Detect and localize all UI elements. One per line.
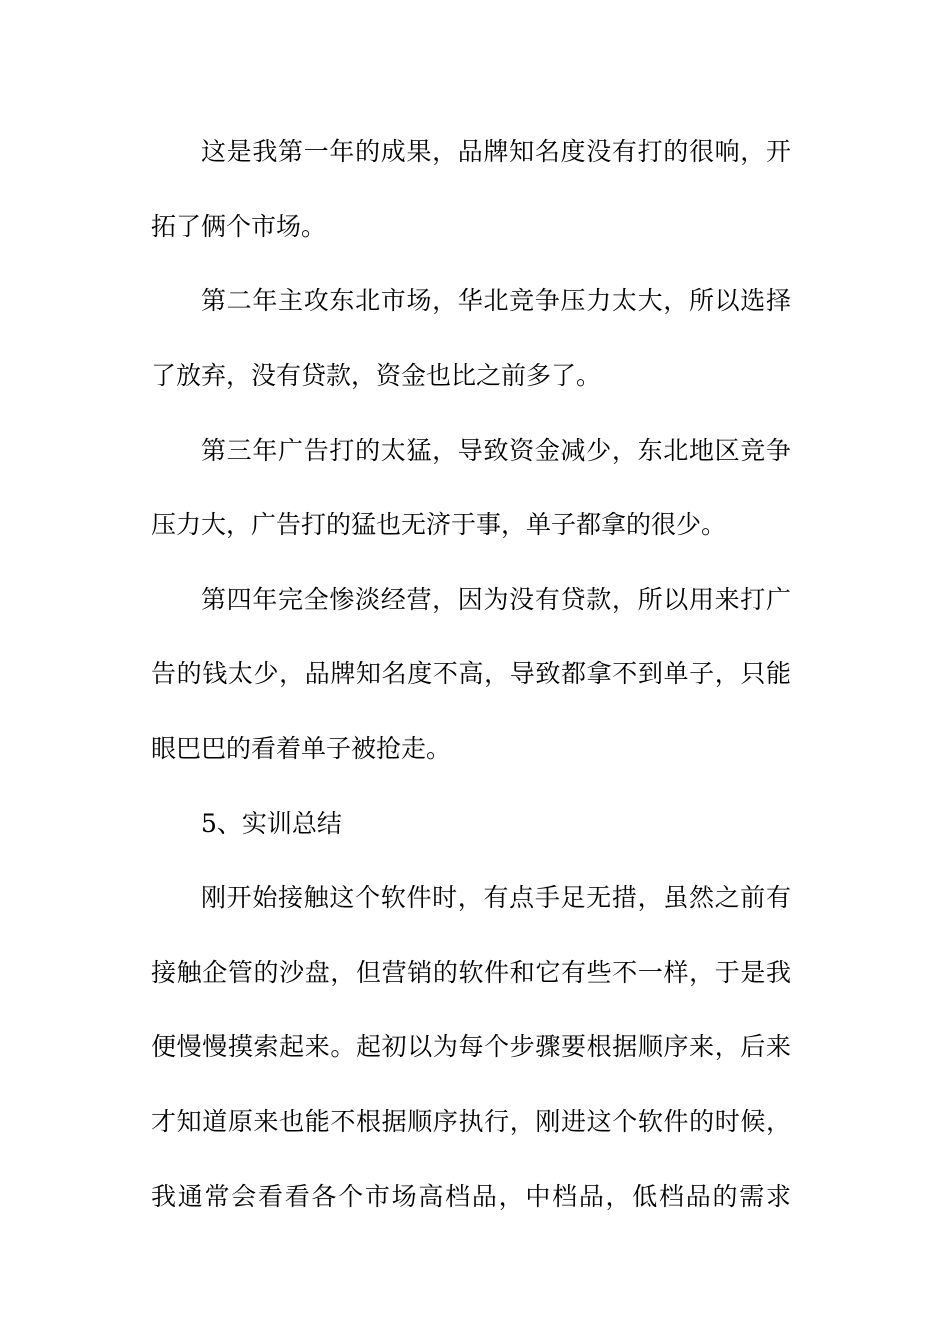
paragraph-1-line-2: 拓了俩个市场。 [151, 212, 327, 241]
paragraph-5-line-5: 我通常会看看各个市场高档品，中档品，低档品的需求 [151, 1182, 791, 1211]
section-heading: 5、实训总结 [201, 809, 342, 838]
paragraph-5-line-3: 便慢慢摸索起来。起初以为每个步骤要根据顺序来，后来 [151, 1032, 791, 1061]
paragraph-2-line-1: 第二年主攻东北市场，华北竞争压力太大，所以选择 [201, 286, 791, 315]
paragraph-3-line-2: 压力大，广告打的猛也无济于事，单子都拿的很少。 [151, 510, 727, 539]
paragraph-5-line-2: 接触企管的沙盘，但营销的软件和它有些不一样，于是我 [151, 958, 791, 987]
paragraph-1-line-1: 这是我第一年的成果，品牌知名度没有打的很响，开 [201, 137, 791, 166]
paragraph-4-line-2: 告的钱太少，品牌知名度不高，导致都拿不到单子，只能 [151, 659, 791, 688]
paragraph-4-line-1: 第四年完全惨淡经营，因为没有贷款，所以用来打广 [201, 585, 791, 614]
paragraph-3-line-1: 第三年广告打的太猛，导致资金减少，东北地区竞争 [201, 436, 791, 465]
paragraph-5-line-1: 刚开始接触这个软件时，有点手足无措，虽然之前有 [201, 883, 791, 912]
paragraph-5-line-4: 才知道原来也能不根据顺序执行，刚进这个软件的时候， [151, 1107, 791, 1136]
paragraph-4-line-3: 眼巴巴的看着单子被抢走。 [151, 734, 452, 763]
paragraph-2-line-2: 了放弃，没有贷款，资金也比之前多了。 [151, 361, 602, 390]
